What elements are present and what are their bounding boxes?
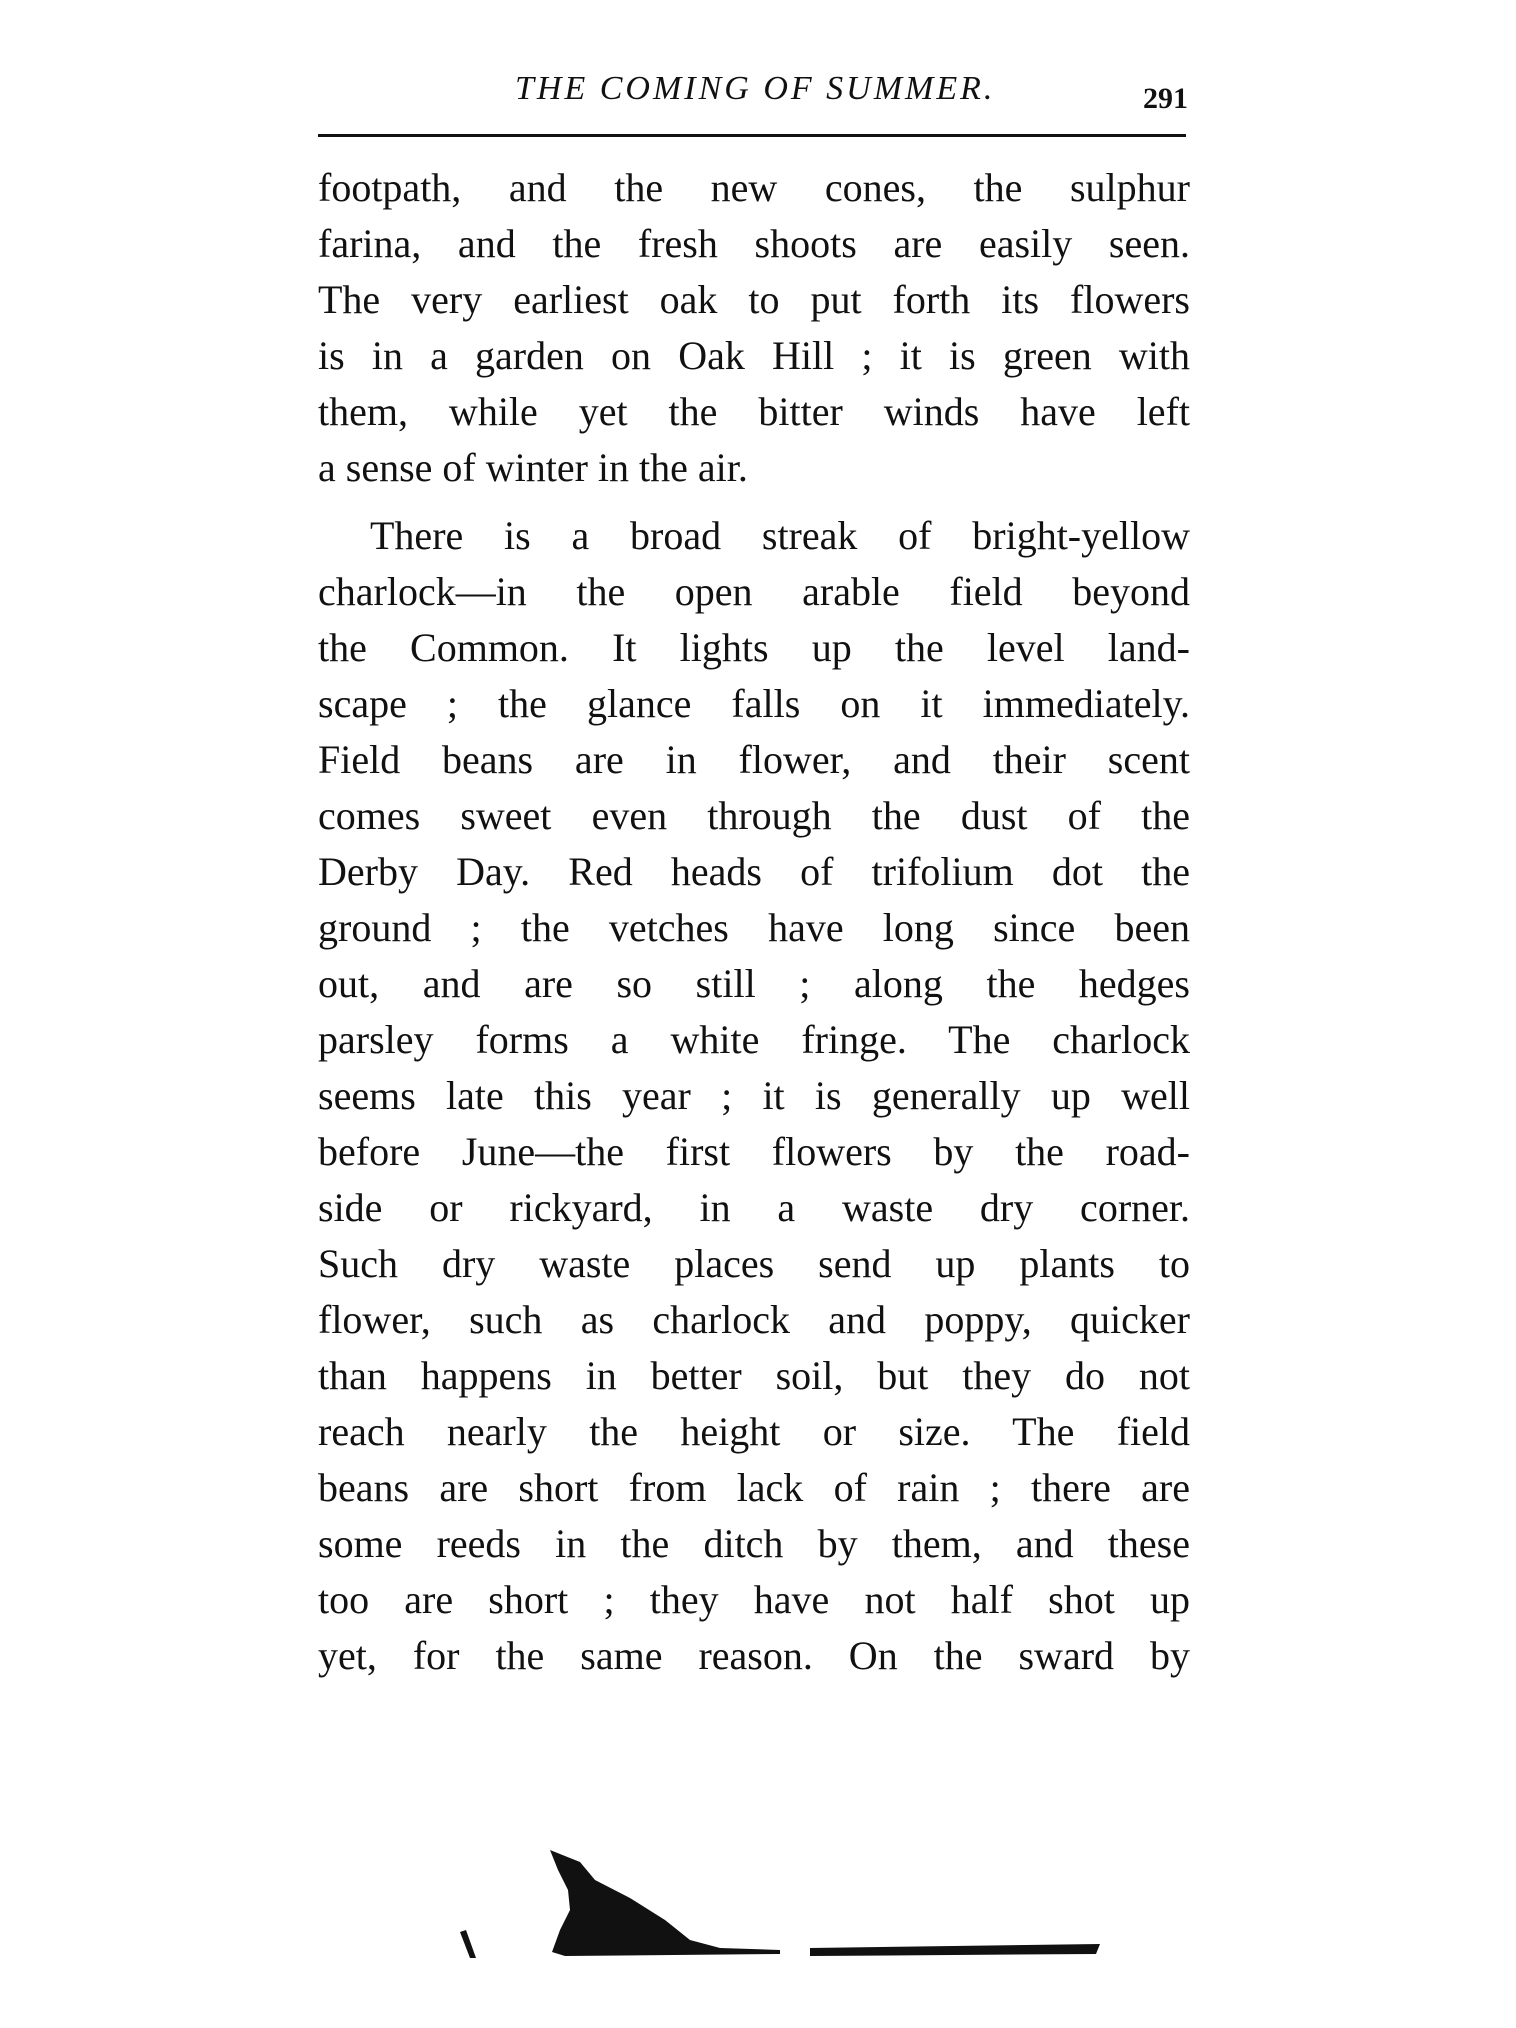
text-line: Derby Day. Red heads of trifolium dot the <box>318 849 1190 894</box>
text-line: the Common. It lights up the level land- <box>318 625 1190 670</box>
text-line: yet, for the same reason. On the sward by <box>318 1633 1190 1678</box>
text-line: charlock—in the open arable field beyond <box>318 569 1190 614</box>
text-line: too are short ; they have not half shot up <box>318 1577 1190 1622</box>
text-line: scape ; the glance falls on it immediately. <box>318 681 1190 726</box>
text-line: footpath, and the new cones, the sulphur <box>318 165 1190 210</box>
text-line: comes sweet even through the dust of the <box>318 793 1190 838</box>
text-line: reach nearly the height or size. The field <box>318 1409 1190 1454</box>
text-line: out, and are so still ; along the hedges <box>318 961 1190 1006</box>
text-line: than happens in better soil, but they do not <box>318 1353 1190 1398</box>
text-line: There is a broad streak of bright-yellow <box>370 513 1190 558</box>
running-head <box>320 66 1200 126</box>
text-line: before June—the first flowers by the road- <box>318 1129 1190 1174</box>
text-line: side or rickyard, in a waste dry corner. <box>318 1185 1190 1230</box>
paragraph-1 <box>318 160 1190 496</box>
text-line: a sense of winter in the air. <box>318 445 748 490</box>
page-number: 291 <box>1143 82 1188 115</box>
text-line: farina, and the fresh shoots are easily seen. <box>318 221 1190 266</box>
running-title: THE COMING OF SUMMER. <box>515 70 996 107</box>
text-line: flower, such as charlock and poppy, quicker <box>318 1297 1190 1342</box>
text-line: parsley forms a white fringe. The charlock <box>318 1017 1190 1062</box>
text-line: The very earliest oak to put forth its flowers <box>318 277 1190 322</box>
text-line: seems late this year ; it is generally up well <box>318 1073 1190 1118</box>
text-line: Field beans are in flower, and their scent <box>318 737 1190 782</box>
text-line: beans are short from lack of rain ; there are <box>318 1465 1190 1510</box>
scan-artifact-shape <box>420 1840 1120 1960</box>
body-text <box>318 160 1190 1684</box>
header-rule <box>318 134 1186 137</box>
text-line: Such dry waste places send up plants to <box>318 1241 1190 1286</box>
text-line: some reeds in the ditch by them, and these <box>318 1521 1190 1566</box>
text-line: them, while yet the bitter winds have left <box>318 389 1190 434</box>
paragraph-2 <box>318 508 1190 1684</box>
text-line: is in a garden on Oak Hill ; it is green with <box>318 333 1190 378</box>
scan-artifact <box>420 1840 1120 1960</box>
text-line: ground ; the vetches have long since been <box>318 905 1190 950</box>
